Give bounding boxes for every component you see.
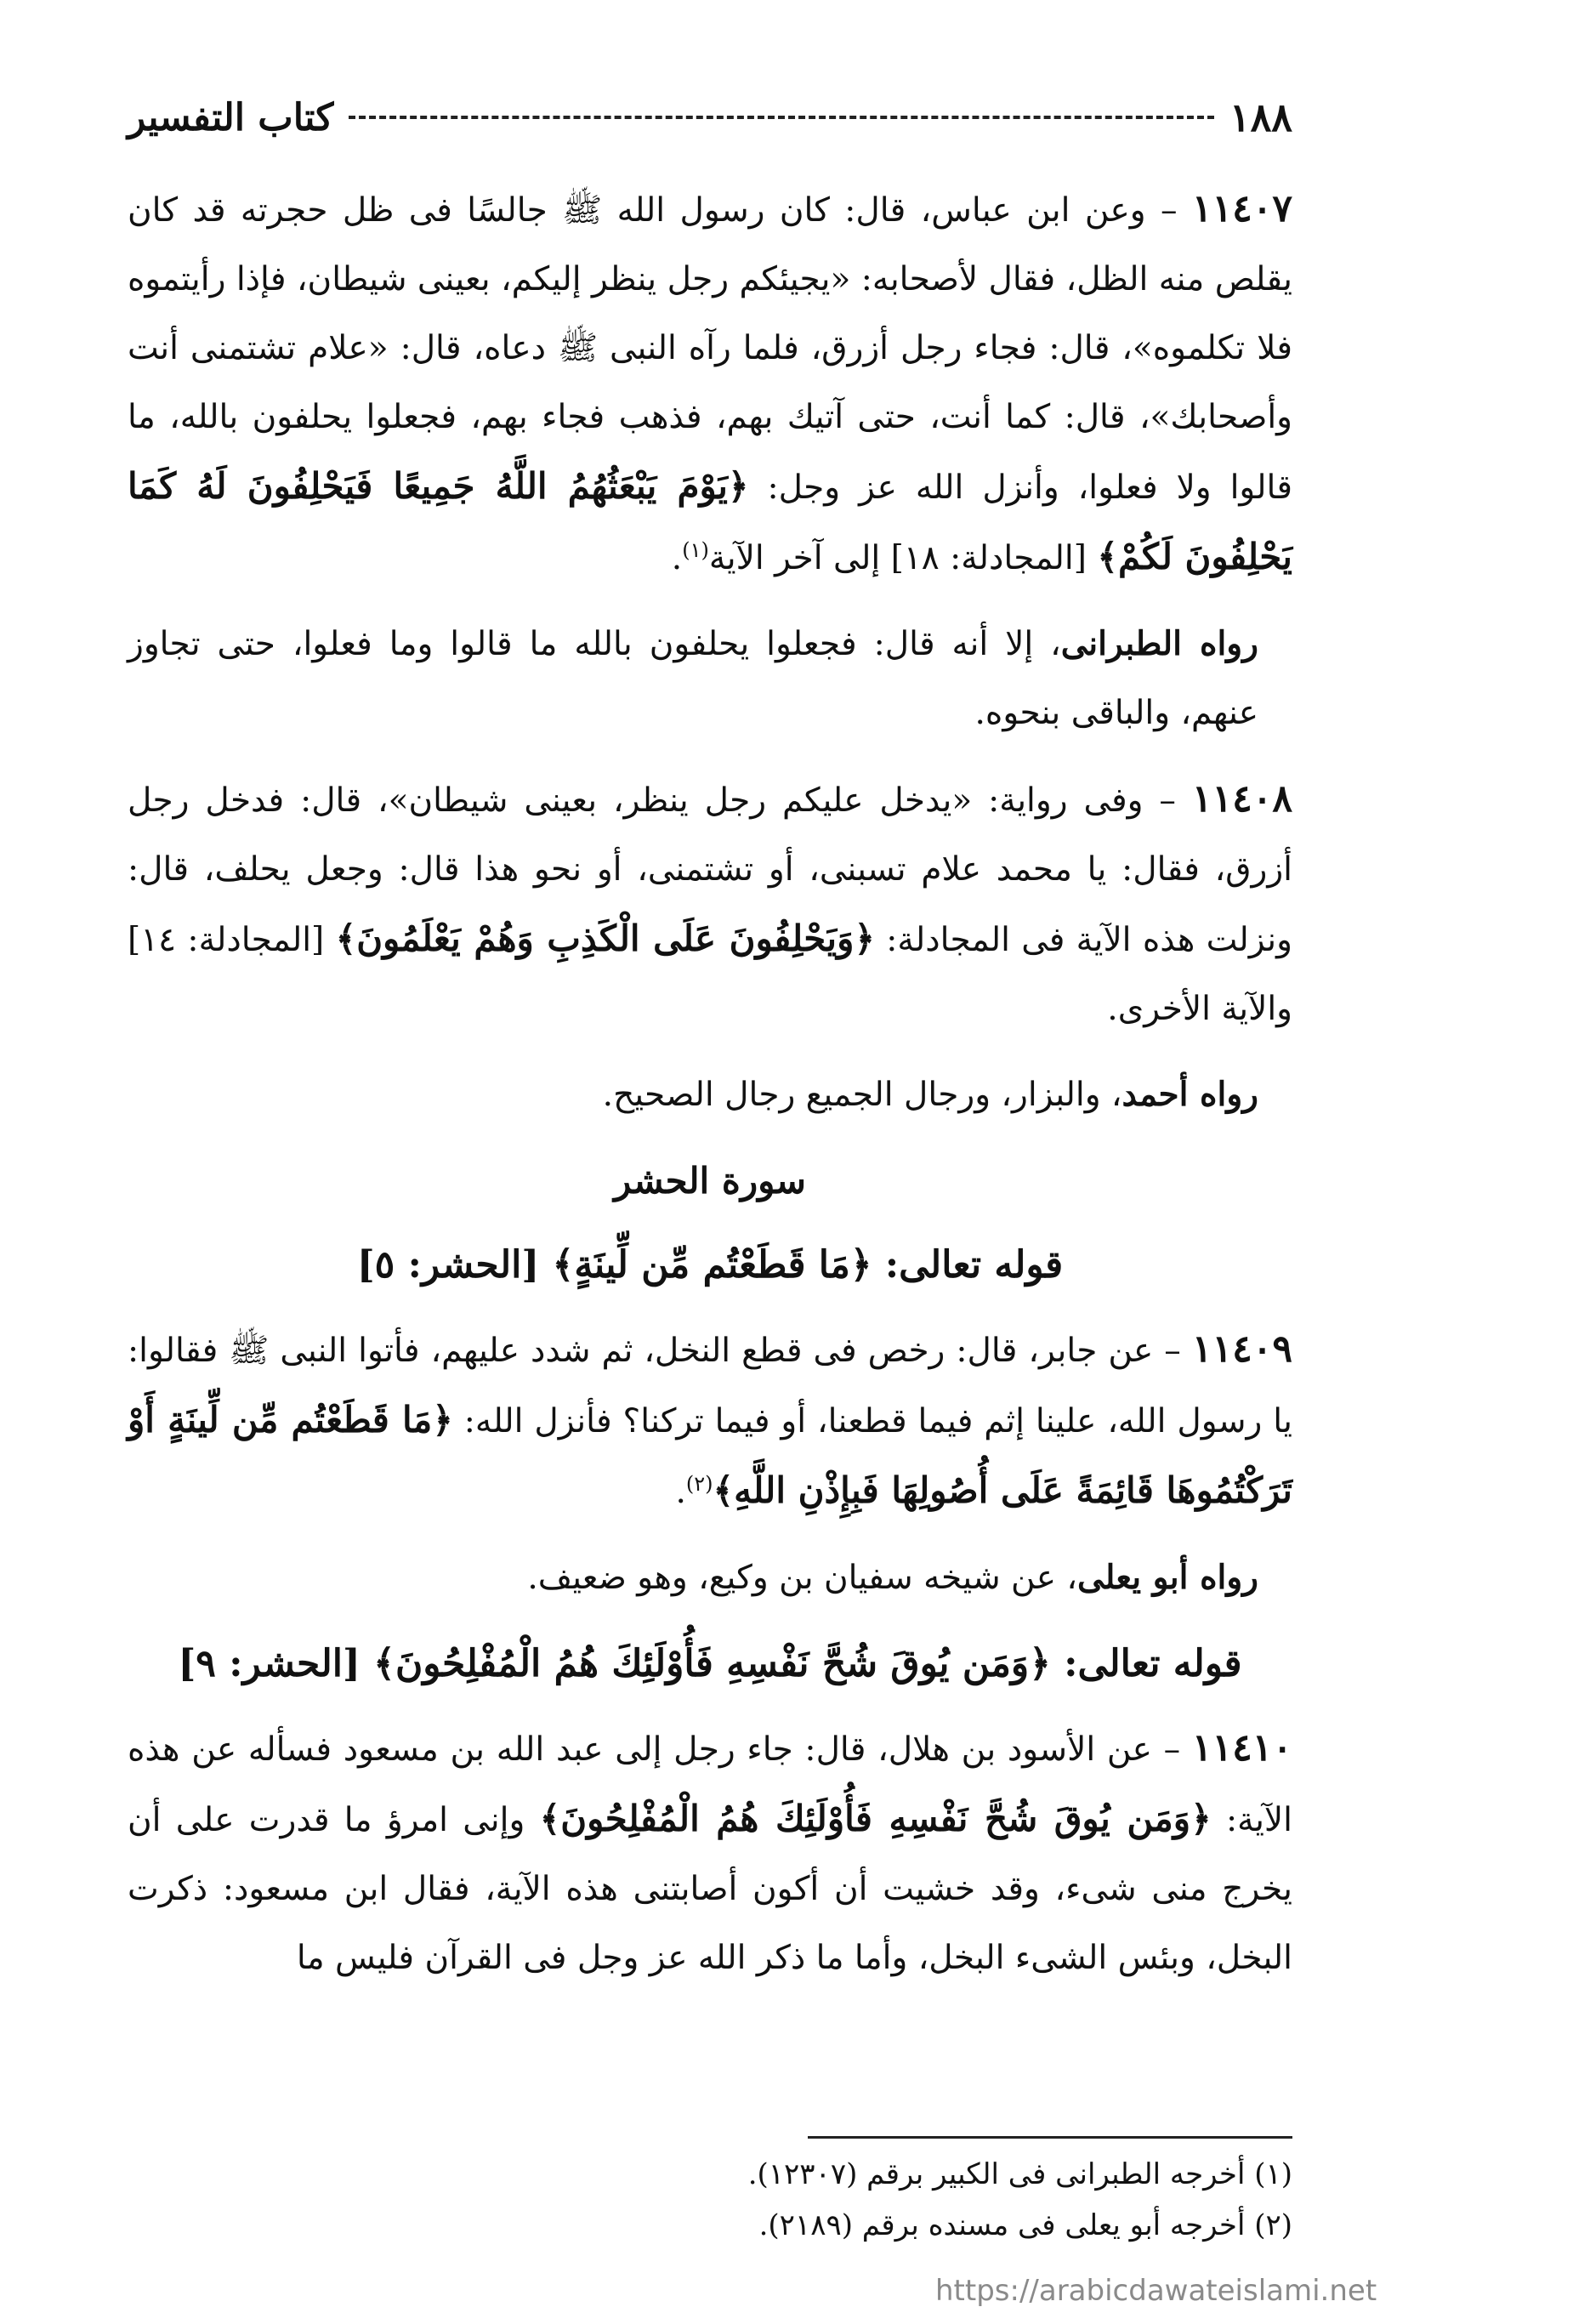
hadith-number: ١١٤٠٧ bbox=[1191, 187, 1292, 230]
surah-title: سورة الحشر bbox=[613, 1160, 807, 1202]
narrator: رواه أحمد bbox=[1122, 1075, 1258, 1114]
quran-verse: ﴿مَا قَطَعْتُم مِّن لِّينَةٍ أَوْ تَرَكْتُمُوهَا قَائِمَةً عَلَى أُصُولِهَا فَبِإِذْنِ اللَّهِ﴾ bbox=[128, 1399, 1292, 1511]
narration-text: ، إلا أنه قال: فجعلوا يحلفون بالله ما قالوا وما فعلوا، حتى تجاوز عنهم، والباقى بنحوه. bbox=[128, 625, 1258, 732]
hadith-1407 bbox=[128, 174, 1292, 593]
narration-1409 bbox=[128, 1543, 1292, 1612]
footnote-2: (٢) أخرجه أبو يعلى فى مسنده برقم (٢١٨٩). bbox=[758, 2208, 1292, 2242]
page-body bbox=[128, 174, 1292, 2009]
hadith-text: – عن الأسود بن هلال، قال: جاء رجل إلى عبد الله بن مسعود فسأله عن هذه الآية: bbox=[128, 1730, 1292, 1839]
quran-verse: ﴿وَيَحْلِفُونَ عَلَى الْكَذِبِ وَهُمْ يَعْلَمُونَ﴾ bbox=[335, 918, 875, 959]
footnotes bbox=[128, 2136, 1292, 2251]
footnote-ref: (٢) bbox=[685, 1472, 713, 1496]
hadith-text: وإنى امرؤ ما قدرت على أن يخرج منى شىء، وقد خشيت أن أكون أصابتنى هذه الآية، فقال ابن مسعود: ذكرت البخل، وبئس الشىء البخل، وأما ما ذكر الله عز وجل فى القرآن فليس ما bbox=[128, 1801, 1292, 1977]
hadith-1410 bbox=[128, 1713, 1292, 1992]
page-header bbox=[128, 92, 1292, 143]
quran-verse: ﴿يَوْمَ يَبْعَثُهُمُ اللَّهُ جَمِيعًا فَيَحْلِفُونَ لَهُ كَمَا يَحْلِفُونَ لَكُمْ﴾ bbox=[128, 465, 1292, 577]
footnote-divider bbox=[808, 2136, 1292, 2139]
hadith-text-end: . bbox=[671, 539, 683, 577]
hadith-text: – وعن ابن عباس، قال: كان رسول الله ﷺ جالسًا فى ظل حجرته قد كان يقلص منه الظل، فقال لأصحابه: «يجيئكم رجل ينظر إليكم، بعينى شيطان، فإذا رأيتموه فلا تكلموه»، قال: فجاء رجل أزرق، فلما رآه النبى ﷺ دعاه، قال: «علام تشتمنى أنت وأصحابك»، قال: كما أنت، حتى آتيك بهم، فذهب فجاء بهم، فجعلوا يحلفون بالله، ما قالوا ولا فعلوا، وأنزل الله عز وجل: bbox=[128, 191, 1292, 507]
section-title: قوله تعالى: ﴿وَمَن يُوقَ شُحَّ نَفْسِهِ فَأُوْلَئِكَ هُمُ الْمُفْلِحُونَ﴾ [الحشر: ٩] bbox=[178, 1642, 1242, 1685]
hadith-number: ١١٤١٠ bbox=[1191, 1726, 1292, 1770]
narrator: رواه الطبرانى bbox=[1060, 624, 1258, 663]
hadith-text-end: . bbox=[675, 1473, 686, 1511]
section-title: قوله تعالى: ﴿مَا قَطَعْتُم مِّن لِّينَةٍ﴾ [الحشر: ٥] bbox=[356, 1243, 1064, 1287]
hadith-text: [المجادلة: ١٤] والآية الأخرى. bbox=[128, 921, 1292, 1028]
book-title: كتاب التفسير bbox=[128, 95, 334, 139]
hadith-1409 bbox=[128, 1315, 1292, 1526]
header-divider bbox=[349, 116, 1214, 119]
watermark-url: https://arabicdawateislami.net bbox=[935, 2274, 1377, 2308]
quran-verse: ﴿وَمَن يُوقَ شُحَّ نَفْسِهِ فَأُوْلَئِكَ هُمُ الْمُفْلِحُونَ﴾ bbox=[539, 1798, 1212, 1839]
hadith-text: – وفى رواية: «يدخل عليكم رجل ينظر، بعينى شيطان»، قال: فدخل رجل أزرق، فقال: يا محمد علام تسبنى، أو تشتمنى، أو نحو هذا قال: وجعل يحلف، قال: ونزلت هذه الآية فى المجادلة: bbox=[128, 781, 1292, 959]
hadith-text: [المجادلة: ١٨] إلى آخر الآية bbox=[708, 539, 1098, 577]
hadith-number: ١١٤٠٩ bbox=[1191, 1327, 1292, 1371]
page-number: ١٨٨ bbox=[1229, 94, 1292, 140]
narration-text: ، عن شيخه سفيان بن وكيع، وهو ضعيف. bbox=[527, 1559, 1077, 1597]
narration-text: ، والبزار، ورجال الجميع رجال الصحيح. bbox=[602, 1076, 1122, 1114]
footnote-1: (١) أخرجه الطبرانى فى الكبير برقم (١٢٣٠٧). bbox=[747, 2157, 1292, 2191]
hadith-1408 bbox=[128, 764, 1292, 1043]
narration-1408 bbox=[128, 1060, 1292, 1129]
hadith-number: ١١٤٠٨ bbox=[1191, 777, 1292, 821]
narration-1407 bbox=[128, 610, 1292, 747]
narrator: رواه أبو يعلى bbox=[1076, 1558, 1258, 1597]
footnote-ref: (١) bbox=[682, 538, 709, 562]
hadith-text: – عن جابر، قال: رخص فى قطع النخل، ثم شدد عليهم، فأتوا النبى ﷺ فقالوا: يا رسول الله، علينا إثم فيما قطعنا، أو فيما تركنا؟ فأنزل الله: bbox=[128, 1332, 1292, 1440]
